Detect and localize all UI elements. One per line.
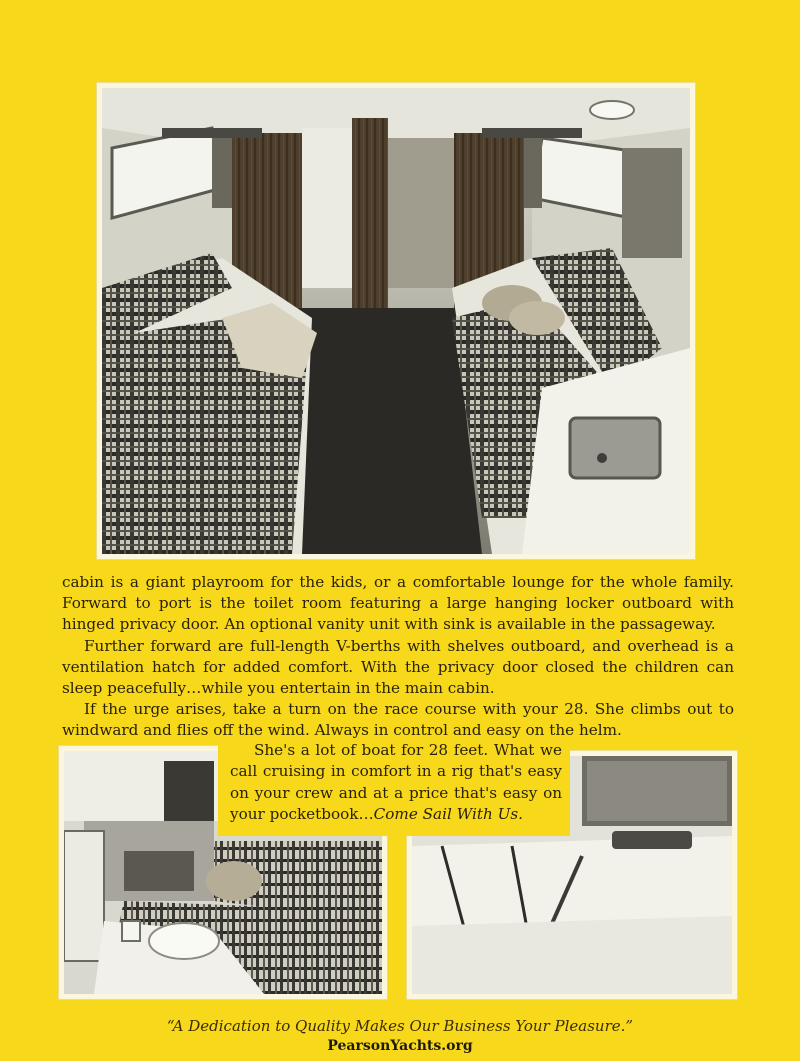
cabin-interior-illustration <box>102 88 690 554</box>
inset-body-text: She's a lot of boat for 28 feet. What we call cruising in comfort in a rig that's easy on your crew and at a price that's easy on your pocketbook… <box>230 741 562 824</box>
footer <box>0 1016 800 1056</box>
body-paragraph-3: If the urge arises, take a turn on the race course with your 28. She climbs out to windward and flies off the wind. Always in control and easy on the helm. <box>62 700 734 740</box>
cabin-interior-photo <box>96 82 696 560</box>
footer-tagline: “A Dedication to Quality Makes Our Business Your Pleasure.” <box>166 1017 634 1035</box>
body-paragraph-2: Further forward are full-length V-berths with shelves outboard, and overhead is a ventilation hatch for added comfort. With the privacy door closed the children can sleep peacefully…while you entertain in the main cabin. <box>62 636 734 698</box>
inset-closing-text: Come Sail With Us. <box>373 805 523 824</box>
body-text <box>62 572 734 742</box>
inset-text-box <box>218 740 570 836</box>
body-paragraph-1: cabin is a giant playroom for the kids, or a comfortable lounge for the whole family. Forward to port is the toilet room featuring a large hanging locker outboard with hinged privacy door. An optional vanity unit with sink is available in the passageway. <box>62 573 734 634</box>
footer-website: PearsonYachts.org <box>327 1038 473 1054</box>
